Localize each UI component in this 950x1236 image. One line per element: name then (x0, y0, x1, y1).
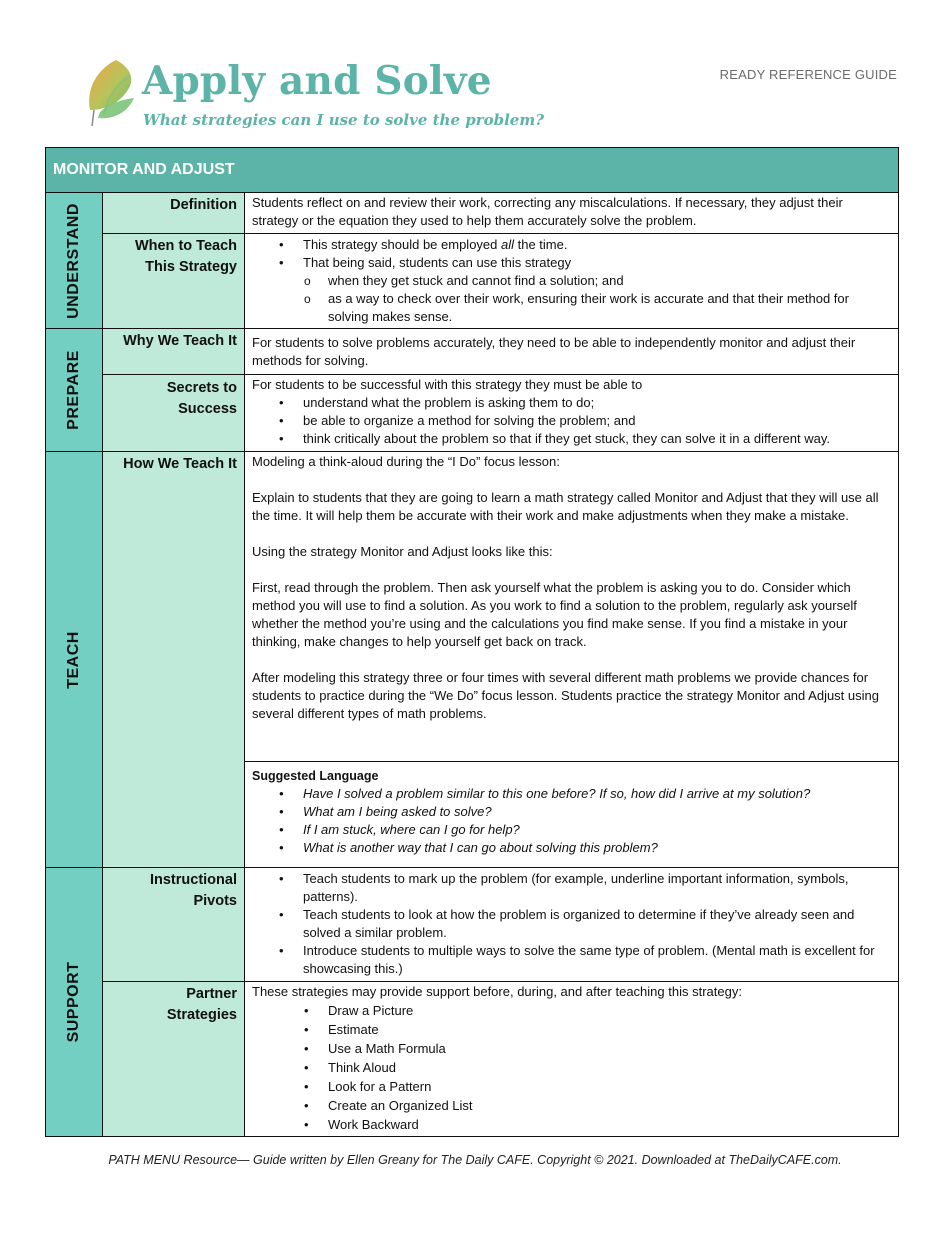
list-item: • What is another way that I can go about solving this problem? (303, 839, 891, 857)
suggested-language-heading: Suggested Language (252, 769, 379, 783)
list-item: • What am I being asked to solve? (303, 803, 891, 821)
page-title: Apply and Solve (142, 58, 492, 104)
why-we-teach-text: For students to solve problems accurately, they need to be able to independently monitor and adjust their methods for solving. (245, 329, 899, 375)
page-subtitle: What strategies can I use to solve the problem? (143, 111, 544, 129)
page-footer: PATH MENU Resource— Guide written by Ellen Greany for The Daily CAFE. Copyright © 2021. Downloaded at TheDailyCAFE.com. (108, 1153, 842, 1167)
section-prepare (46, 329, 103, 452)
how-we-teach-label: How We Teach It (103, 452, 245, 868)
secrets-content: For students to be successful with this strategy they must be able to • understand what the problem is asking them to do; • be able to organize a method for solving the problem; and • think critically about the problem so that if they get stuck, they can solve it in a different way. (245, 375, 899, 452)
pivots-label: Instructional Pivots (103, 868, 245, 982)
list-item: • Teach students to mark up the problem (for example, underline important information, symbols, patterns). (303, 870, 891, 906)
leaf-logo-icon (86, 58, 138, 128)
strategy-table (45, 147, 899, 1137)
list-item: • Use a Math Formula (328, 1039, 891, 1058)
how-we-teach-content: Modeling a think-aloud during the “I Do” focus lesson: Explain to students that they are going to learn a math strategy called Monitor and Adjust that they will use all the time. It will help them be accurate with their work and make adjustments when they make a mistake. Using the strategy Monitor and Adjust looks like this: First, read through the problem. Then ask yourself what the problem is asking you to do. Consider which method you will use to find a solution. As you work to find a solution to the problem, regularly ask yourself whether the method you’re using and the calculations you find make sense. If you find a mistake in your thinking, make changes to help yourself get back on track. After modeling this strategy three or four times with several different math problems we provide chances for students to practice during the “We Do” focus lesson. Students practice the strategy Monitor and Adjust using several different types of math problems. (245, 452, 899, 762)
sub-list-item: o when they get stuck and cannot find a solution; and (328, 272, 891, 290)
list-item: • Estimate (328, 1020, 891, 1039)
list-item: • be able to organize a method for solving the problem; and (303, 412, 891, 430)
section-understand-label: UNDERSTAND (65, 202, 82, 319)
partner-label: Partner Strategies (103, 982, 245, 1137)
list-item: • Teach students to look at how the problem is organized to determine if they’ve already seen and solved a similar problem. (303, 906, 891, 942)
definition-label: Definition (103, 193, 245, 234)
section-support-label: SUPPORT (65, 961, 82, 1043)
secrets-label: Secrets to Success (103, 375, 245, 452)
why-we-teach-label: Why We Teach It (103, 329, 245, 375)
section-teach-label: TEACH (65, 630, 82, 689)
list-item: • If I am stuck, where can I go for help? (303, 821, 891, 839)
guide-label: READY REFERENCE GUIDE (719, 67, 897, 82)
sub-list-item: o as a way to check over their work, ensuring their work is accurate and that their method for solving makes sense. (328, 290, 891, 326)
list-item: • Have I solved a problem similar to this one before? If so, how did I arrive at my solution? (303, 785, 891, 803)
list-item: • Introduce students to multiple ways to solve the same type of problem. (Mental math is excellent for showcasing this.) (303, 942, 891, 978)
list-item: • This strategy should be employed all the time. (303, 236, 891, 254)
section-teach (46, 452, 103, 868)
list-item: • Work Backward (328, 1115, 891, 1134)
list-item: • Think Aloud (328, 1058, 891, 1077)
when-to-teach-label: When to Teach This Strategy (103, 234, 245, 329)
pivots-content (245, 868, 899, 982)
definition-text: Students reflect on and review their work, correcting any miscalculations. If necessary, they adjust their strategy or the equation they used to help them accurately solve the problem. (245, 193, 899, 234)
list-item: • That being said, students can use this strategy (303, 254, 891, 272)
partner-content: These strategies may provide support before, during, and after teaching this strategy: • Draw a Picture • Estimate • Use a Math Formula • Think Aloud • Look for a Pattern • Create an Organized List • Work Backward (245, 982, 899, 1137)
list-item: • Look for a Pattern (328, 1077, 891, 1096)
list-item: • understand what the problem is asking them to do; (303, 394, 891, 412)
section-prepare-label: PREPARE (65, 350, 82, 430)
section-understand (46, 193, 103, 329)
list-item: • think critically about the problem so that if they get stuck, they can solve it in a different way. (303, 430, 891, 448)
strategy-banner: MONITOR AND ADJUST (46, 148, 899, 193)
suggested-language-content (245, 762, 899, 868)
list-item: • Create an Organized List (328, 1096, 891, 1115)
page-header (0, 0, 950, 145)
list-item: • Draw a Picture (328, 1001, 891, 1020)
section-support (46, 868, 103, 1137)
when-to-teach-content (245, 234, 899, 329)
